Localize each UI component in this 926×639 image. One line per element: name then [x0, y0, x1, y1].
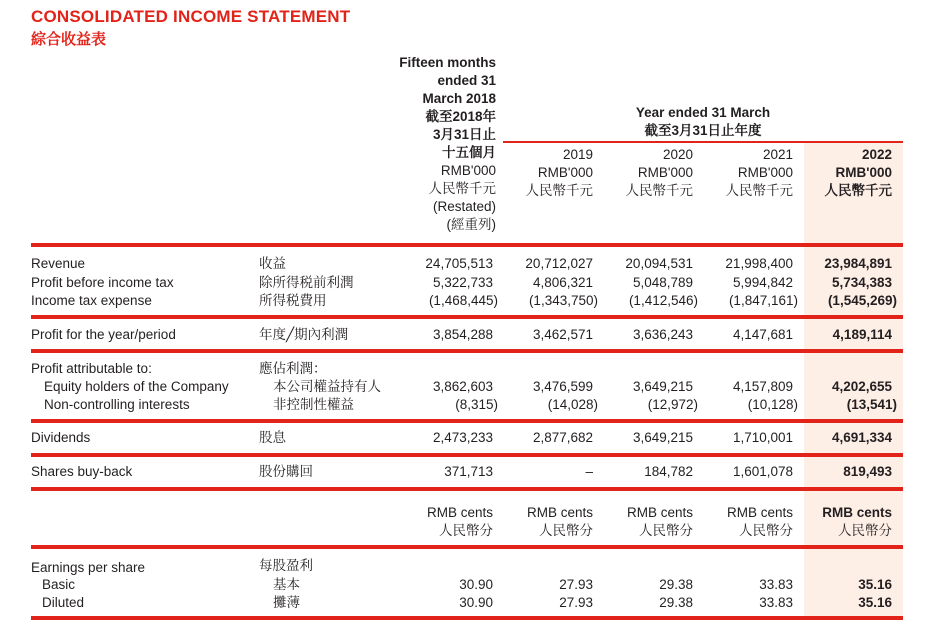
row-divider — [31, 453, 903, 457]
cell-tax-2020: (1,412,546) — [628, 293, 698, 308]
header-line: RMB'000 — [440, 163, 496, 178]
row-divider — [31, 419, 903, 423]
row-divider — [31, 315, 903, 319]
header-line: 3月31日止 — [432, 127, 496, 142]
cell-buyback-2018: 371,713 — [444, 464, 493, 479]
eps-unit-en: RMB cents — [726, 505, 793, 520]
cell-nci-2018: (8,315) — [455, 397, 498, 412]
label-profit-attributable-zh: 應佔利潤： — [259, 361, 327, 376]
label-eps-zh: 每股盈利 — [259, 558, 313, 573]
label-basic: Basic — [42, 577, 76, 592]
cell-buyback-2019: – — [585, 464, 593, 479]
cell-equity-2019: 3,476,599 — [532, 379, 593, 394]
cell-pbt-2018: 5,322,733 — [432, 275, 493, 290]
eps-unit-zh: 人民幣分 — [739, 523, 793, 538]
label-basic-zh: 基本 — [273, 577, 300, 592]
cell-buyback-2020: 184,782 — [644, 464, 693, 479]
cell-dividends-2018: 2,473,233 — [432, 430, 493, 445]
header-unit-zh: 人民幣千元 — [625, 183, 693, 198]
label-income-tax-zh: 所得税費用 — [259, 293, 327, 308]
cell-diluted-2018: 30.90 — [459, 595, 493, 610]
cell-pbt-2020: 5,048,789 — [632, 275, 693, 290]
cell-tax-2019: (1,343,750) — [528, 293, 598, 308]
cell-revenue-2018: 24,705,513 — [425, 256, 493, 271]
page-title-chinese: 綜合收益表 — [31, 31, 107, 48]
label-diluted: Diluted — [42, 595, 85, 610]
header-unit-zh: 人民幣千元 — [725, 183, 793, 198]
eps-unit-2021 — [693, 504, 793, 540]
cell-nci-2019: (14,028) — [547, 397, 598, 412]
cell-profit-2018: 3,854,288 — [432, 327, 493, 342]
header-col-2019 — [493, 146, 593, 200]
cell-basic-2022: 35.16 — [858, 577, 892, 592]
cell-dividends-2021: 1,710,001 — [732, 430, 793, 445]
label-dividends-zh: 股息 — [259, 430, 286, 445]
header-col-2021 — [693, 146, 793, 200]
cell-pbt-2019: 4,806,321 — [532, 275, 593, 290]
header-line: 十五個月 — [442, 145, 496, 160]
eps-unit-zh: 人民幣分 — [639, 523, 693, 538]
cell-profit-2019: 3,462,571 — [532, 327, 593, 342]
eps-unit-zh: 人民幣分 — [539, 523, 593, 538]
cell-tax-2021: (1,847,161) — [728, 293, 798, 308]
cell-revenue-2020: 20,094,531 — [625, 256, 693, 271]
cell-basic-2019: 27.93 — [559, 577, 593, 592]
header-group-zh: 截至3月31日止年度 — [644, 123, 762, 138]
header-divider — [503, 141, 903, 143]
header-year: 2019 — [562, 147, 593, 162]
cell-revenue-2019: 20,712,027 — [525, 256, 593, 271]
header-year: 2021 — [762, 147, 793, 162]
cell-diluted-2020: 29.38 — [659, 595, 693, 610]
eps-unit-en: RMB cents — [626, 505, 693, 520]
eps-unit-zh: 人民幣分 — [439, 523, 493, 538]
header-unit: RMB'000 — [737, 165, 793, 180]
cell-tax-2018: (1,468,445) — [428, 293, 498, 308]
label-buyback-zh: 股份購回 — [259, 464, 313, 479]
label-equity-holders-zh: 本公司權益持有人 — [273, 379, 381, 394]
label-revenue-zh: 收益 — [259, 256, 286, 271]
cell-pbt-2021: 5,994,842 — [732, 275, 793, 290]
header-line: 截至2018年 — [425, 109, 496, 124]
cell-profit-2022: 4,189,114 — [832, 327, 892, 342]
row-divider — [31, 616, 903, 620]
cell-dividends-2020: 3,649,215 — [632, 430, 693, 445]
cell-equity-2020: 3,649,215 — [632, 379, 693, 394]
label-income-tax: Income tax expense — [31, 293, 152, 308]
cell-dividends-2019: 2,877,682 — [532, 430, 593, 445]
label-nci: Non-controlling interests — [44, 397, 190, 412]
label-profit-year-zh: 年度╱期內利潤 — [259, 327, 349, 342]
header-year: 2022 — [861, 147, 892, 162]
label-nci-zh: 非控制性權益 — [273, 397, 354, 412]
cell-buyback-2022: 819,493 — [843, 464, 892, 479]
label-profit-attributable: Profit attributable to: — [31, 361, 152, 376]
cell-basic-2021: 33.83 — [759, 577, 793, 592]
eps-unit-en: RMB cents — [426, 505, 493, 520]
cell-nci-2020: (12,972) — [647, 397, 698, 412]
header-year: 2020 — [662, 147, 693, 162]
header-line: March 2018 — [422, 91, 496, 106]
header-unit: RMB'000 — [537, 165, 593, 180]
header-unit-zh: 人民幣千元 — [525, 183, 593, 198]
label-profit-year: Profit for the year/period — [31, 327, 176, 342]
cell-profit-2021: 4,147,681 — [732, 327, 793, 342]
eps-unit-2018 — [393, 504, 493, 540]
cell-diluted-2021: 33.83 — [759, 595, 793, 610]
cell-equity-2021: 4,157,809 — [732, 379, 793, 394]
label-revenue: Revenue — [31, 256, 86, 271]
eps-unit-en: RMB cents — [822, 505, 892, 520]
cell-basic-2020: 29.38 — [659, 577, 693, 592]
label-dividends: Dividends — [31, 430, 91, 445]
header-line: ended 31 — [437, 73, 496, 88]
label-diluted-zh: 攤薄 — [273, 595, 300, 610]
row-divider — [31, 349, 903, 353]
eps-unit-2020 — [593, 504, 693, 540]
cell-revenue-2021: 21,998,400 — [725, 256, 793, 271]
cell-equity-2022: 4,202,655 — [831, 379, 892, 394]
header-line: (經重列) — [446, 217, 496, 232]
label-equity-holders: Equity holders of the Company — [44, 379, 229, 394]
header-col-2022 — [792, 146, 892, 200]
row-divider — [31, 243, 903, 247]
header-unit: RMB'000 — [835, 165, 892, 180]
row-divider — [31, 487, 903, 491]
header-group-en: Year ended 31 March — [635, 105, 771, 120]
header-col-2020 — [593, 146, 693, 200]
eps-unit-en: RMB cents — [526, 505, 593, 520]
row-divider — [31, 545, 903, 549]
label-profit-before-tax: Profit before income tax — [31, 275, 174, 290]
cell-dividends-2022: 4,691,334 — [831, 430, 892, 445]
eps-unit-2019 — [493, 504, 593, 540]
cell-tax-2022: (1,545,269) — [827, 293, 897, 308]
cell-basic-2018: 30.90 — [459, 577, 493, 592]
eps-unit-2022 — [792, 504, 892, 540]
label-eps: Earnings per share — [31, 560, 146, 575]
label-profit-before-tax-zh: 除所得税前利潤 — [259, 275, 354, 290]
header-line: 人民幣千元 — [428, 181, 496, 196]
cell-pbt-2022: 5,734,383 — [831, 275, 892, 290]
header-col-fifteen-months — [396, 54, 496, 234]
header-group-year-ended — [603, 104, 803, 140]
cell-buyback-2021: 1,601,078 — [732, 464, 793, 479]
header-unit-zh: 人民幣千元 — [824, 183, 892, 198]
cell-nci-2021: (10,128) — [747, 397, 798, 412]
cell-revenue-2022: 23,984,891 — [824, 256, 892, 271]
cell-equity-2018: 3,862,603 — [432, 379, 493, 394]
header-line: Fifteen months — [399, 55, 496, 70]
cell-diluted-2019: 27.93 — [559, 595, 593, 610]
header-line: (Restated) — [432, 199, 496, 214]
eps-unit-zh: 人民幣分 — [838, 523, 892, 538]
cell-diluted-2022: 35.16 — [858, 595, 892, 610]
cell-profit-2020: 3,636,243 — [632, 327, 693, 342]
page-title: CONSOLIDATED INCOME STATEMENT — [31, 7, 351, 26]
header-unit: RMB'000 — [637, 165, 693, 180]
label-buyback: Shares buy-back — [31, 464, 133, 479]
cell-nci-2022: (13,541) — [846, 397, 897, 412]
